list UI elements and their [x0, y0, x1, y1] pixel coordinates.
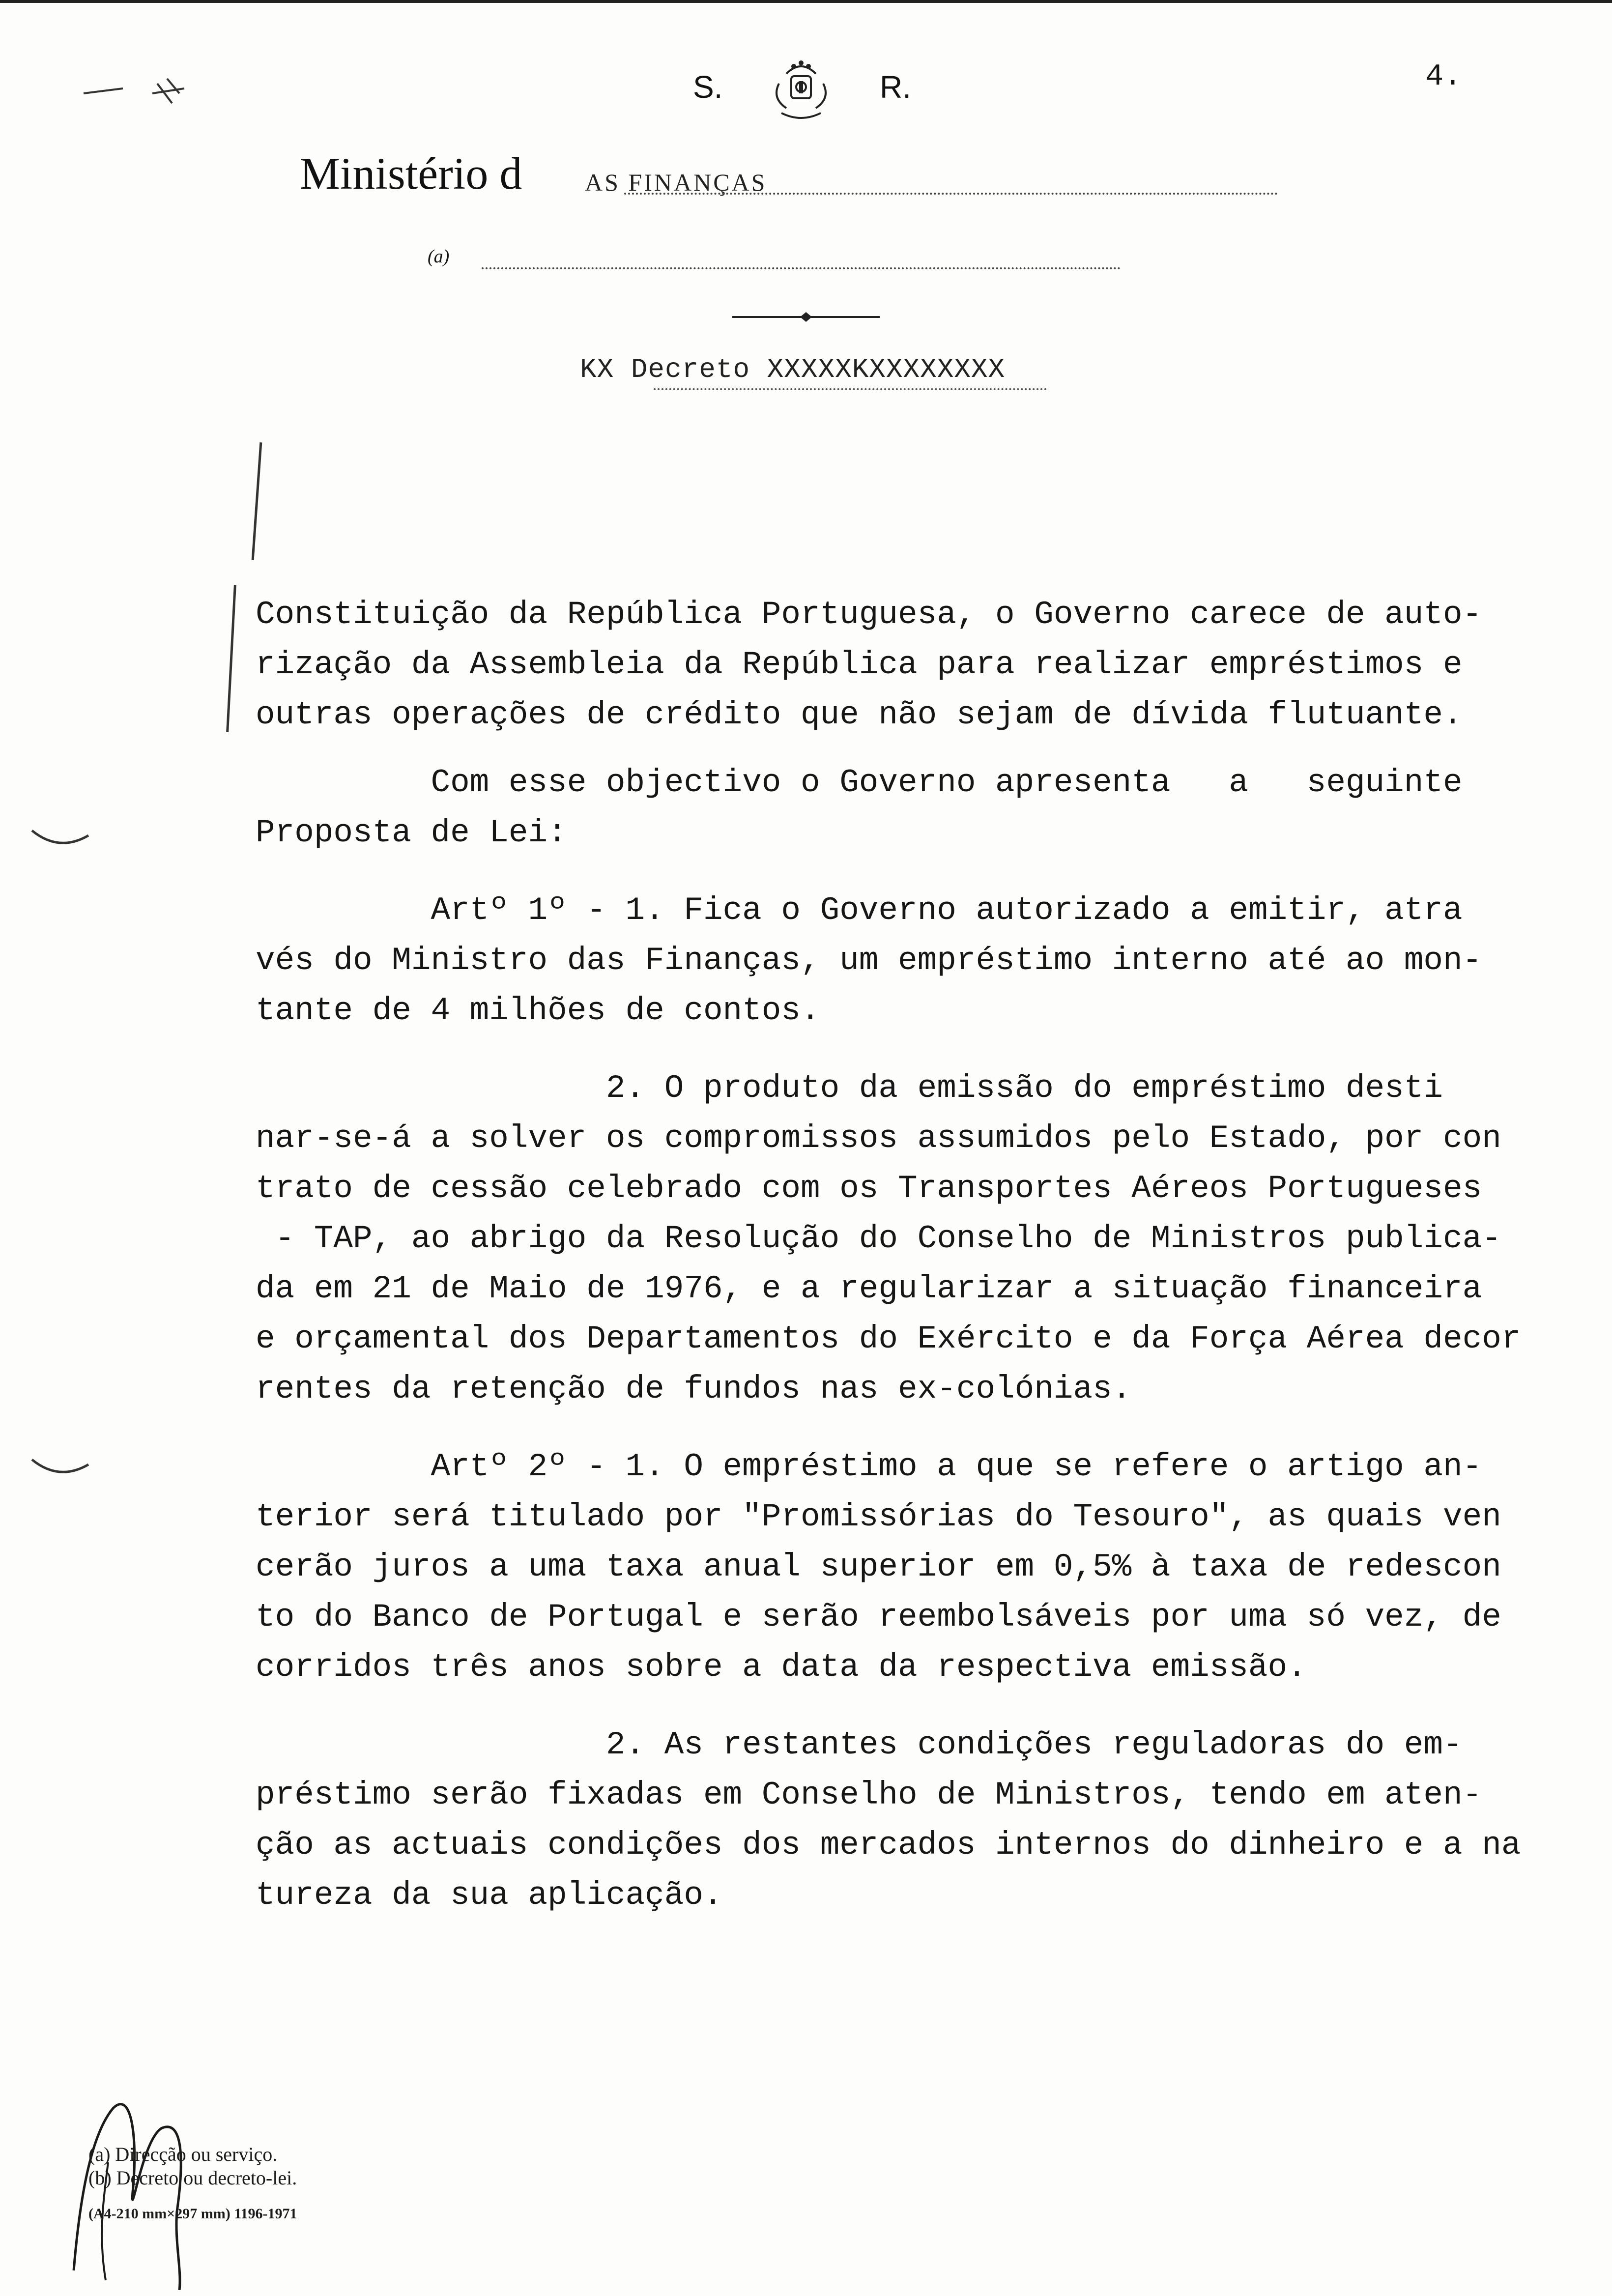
margin-curve-mark-2 [29, 1455, 93, 1484]
art1-p2-line: trato de cessão celebrado com os Transportes Aéreos Portugueses [256, 1170, 1482, 1207]
objective-line: Proposta de Lei: [256, 814, 567, 851]
coat-of-arms-icon [752, 54, 850, 128]
art1-p2-line: rentes da retenção de fundos nas ex-colónias. [256, 1371, 1132, 1407]
page-number: 4. [1425, 59, 1462, 94]
ornament-divider [732, 310, 880, 324]
footer-form-code: (A4-210 mm×297 mm) 1196-1971 [88, 2206, 297, 2222]
art2-p2-line: 2. As restantes condições reguladoras do em- [256, 1726, 1463, 1763]
header-s-letter: S. [693, 69, 723, 105]
ministry-label: Ministério d [300, 148, 522, 199]
art1-p1-line: Artº 1º - 1. Fica o Governo autorizado a emitir, atra [256, 892, 1463, 929]
field-a-dotted-rule [482, 267, 1121, 269]
art2-p2-line: préstimo serão fixadas em Conselho de Ministros, tendo em aten- [256, 1777, 1482, 1813]
intro-line: rização da Assembleia da República para realizar empréstimos e [256, 646, 1463, 683]
art1-p2-line: e orçamental dos Departamentos do Exército e da Força Aérea decor [256, 1320, 1521, 1357]
margin-curve-mark-1 [29, 826, 93, 855]
document-body [256, 590, 1553, 1921]
art1-p1-line: vés do Ministro das Finanças, um empréstimo interno até ao mon- [256, 942, 1482, 979]
art1-p2-line: nar-se-á a solver os compromissos assumidos pelo Estado, por con [256, 1120, 1501, 1157]
art1-p1-line: tante de 4 milhões de contos. [256, 992, 820, 1029]
top-border-rule [0, 0, 1612, 3]
field-a-line [428, 246, 1184, 275]
margin-stroke-top [252, 442, 262, 560]
art1-p2-line: da em 21 de Maio de 1976, e a regularizar a situação financeira [256, 1270, 1482, 1307]
art2-p1-line: Artº 2º - 1. O empréstimo a que se refere o artigo an- [256, 1448, 1482, 1485]
art1-p2-line: - TAP, ao abrigo da Resolução do Conselho de Ministros publica- [256, 1220, 1501, 1257]
objective-line: Com esse objectivo o Governo apresenta a seguinte [256, 764, 1463, 801]
art1-p2-line: 2. O produto da emissão do empréstimo desti [256, 1070, 1443, 1107]
art2-p1-line: terior será titulado por "Promissórias do Tesouro", as quais ven [256, 1498, 1501, 1535]
art2-p1-line: cerão juros a uma taxa anual superior em 0,5% à taxa de redescon [256, 1549, 1501, 1585]
form-footer [69, 2143, 511, 2241]
art2-p1-line: to do Banco de Portugal e serão reembolsáveis por uma só vez, de [256, 1599, 1501, 1636]
footer-note-b: (b) Decreto ou decreto-lei. [88, 2167, 297, 2189]
struck-title-dotted-rule [654, 388, 1047, 390]
header-republic-mark [693, 64, 929, 123]
ministry-name: AS FINANÇAS [585, 169, 767, 196]
intro-line: outras operações de crédito que não sejam de dívida flutuante. [256, 696, 1463, 733]
art2-p1-line: corridos três anos sobre a data da respectiva emissão. [256, 1649, 1307, 1686]
ministry-dotted-rule [624, 193, 1278, 195]
corner-scribble-mark [74, 59, 202, 128]
ministry-line [300, 147, 1278, 201]
art2-p2-line: tureza da sua aplicação. [256, 1877, 723, 1914]
intro-line: Constituição da República Portuguesa, o Governo carece de auto- [256, 596, 1482, 633]
field-a-label: (a) [428, 246, 450, 267]
struck-title: KX Decreto XXXXXKXXXXXXXX [580, 354, 1006, 385]
margin-stroke-bracket [226, 585, 236, 732]
art2-p2-line: ção as actuais condições dos mercados internos do dinheiro e a na [256, 1827, 1521, 1864]
header-r-letter: R. [880, 69, 911, 105]
footer-note-a: (a) Direcção ou serviço. [88, 2143, 278, 2165]
